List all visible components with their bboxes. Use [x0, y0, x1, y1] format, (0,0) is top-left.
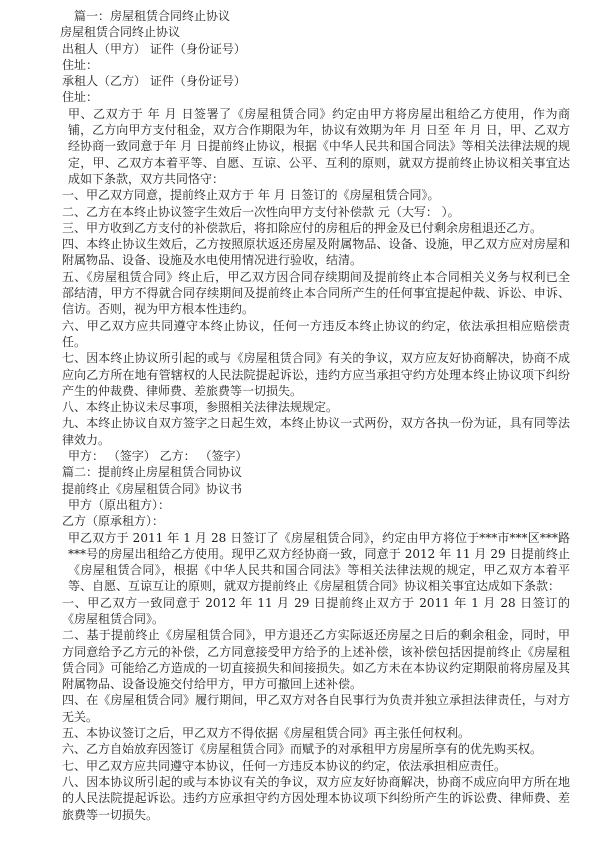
doc1-lessor: 出租人（甲方） 证件（身份证号） — [62, 41, 246, 56]
doc2-clause: 四、在《房屋租赁合同》履行期间，甲乙双方对各自民事行为负责并独立承担法律责任，与对方无关。 — [62, 693, 570, 724]
doc1-lessee: 承租人（乙方） 证件（身份证号） — [62, 74, 246, 89]
doc2-clause: 八、因本协议所引起的或与本协议有关的争议，双方应友好协商解决，协商不成应向甲方所在地的人民法院提起诉讼。违约方应承担守约方因处理本协议项下纠纷所产生的诉讼费、律师费、差旅费等一切损失。 — [62, 774, 570, 822]
doc2-clause: 二、基于提前终止《房屋租赁合同》，甲方退还乙方实际返还房屋之日后的剩余租金，同时，甲方同意给予乙方元的补偿，乙方同意接受甲方给予的上述补偿，该补偿包括因提前终止《房屋租赁合同》可能给乙方造成的一切直接损失和间接损失。如乙方未在本协议约定期限前将房屋及其附属物品、设备设施交付给甲方，甲方可撤回上述补偿。 — [62, 628, 570, 692]
doc2-party-a: 甲方（原出租方）： — [68, 497, 171, 512]
doc1-clause: 五、《房屋租赁合同》终止后，甲乙双方因合同存续期间及提前终止本合同相关义务与权利已全部结清，甲方不得就合同存续期间及提前终止本合同所产生的任何事宜提起仲裁、诉讼、申诉、信访。否则，视为甲方根本性违约。 — [62, 269, 570, 317]
doc2-title: 提前终止《房屋租赁合同》协议书 — [62, 481, 243, 496]
doc1-heading: 篇一：房屋租赁合同终止协议 — [74, 9, 231, 23]
doc2-party-b: 乙方（原承租方）： — [62, 514, 165, 529]
doc2-clause: 五、本协议签订之后，甲乙双方不得依据《房屋租赁合同》再主张任何权利。 — [62, 726, 471, 741]
doc2-clause: 一、甲乙双方一致同意于 2012 年 11 月 29 日提前终止双方于 2011 年 1 月 28 日签订的《房屋租赁合同》。 — [62, 595, 570, 626]
doc1-address-lessor: 住址： — [62, 57, 99, 72]
doc2-clause: 七、甲乙双方应共同遵守本协议，任何一方违反本协议的约定，依法承担相应责任。 — [62, 758, 507, 773]
doc1-signature-line: 甲方： （签字） 乙方： （签字） — [68, 449, 248, 464]
doc1-address-lessee: 住址： — [62, 90, 99, 105]
doc2-heading: 篇二：提前终止房屋租赁合同协议 — [62, 465, 243, 480]
doc1-intro: 甲、乙双方于 年 月 日签署了《房屋租赁合同》约定由甲方将房屋出租给乙方使用，作为商铺，乙方向甲方支付租金，双方合作期限为年，协议有效期为年 月 日至 年 月 日，甲、乙双方经协商一致同意于年 月 日提前终止协议，根据《中华人民共和国合同法》等相关法律法规的规定，甲、乙双方本着平等、自愿、互谅、公平、互利的原则，就双方提前终止协议相关事宜达成如下条款，双方共同恪守： — [68, 106, 570, 186]
doc1-clause: 二、乙方在本终止协议签字生效后一次性向甲方支付补偿款 元（大写： ）。 — [62, 204, 460, 219]
doc1-clause: 八、本终止协议未尽事项，参照相关法律法规规定。 — [62, 400, 339, 415]
doc1-clause: 四、本终止协议生效后，乙方按照原状返还房屋及附属物品、设备、设施，甲乙双方应对房屋和附属物品、设备、设施及水电使用情况进行验收，结清。 — [62, 237, 570, 268]
doc1-clause: 九、本终止协议自双方签字之日起生效，本终止协议一式两份，双方各执一份为证，具有同等法律效力。 — [62, 416, 570, 447]
doc1-title: 房屋租赁合同终止协议 — [60, 25, 181, 40]
doc2-intro: 甲乙双方于 2011 年 1 月 28 日签订了《房屋租赁合同》，约定由甲方将位于***市***区***路***号的房屋出租给乙方使用。现甲乙双方经协商一致，同意于 2012 年 11 月 29 日提前终止《房屋租赁合同》，根据《中华人民共和国合同法》等相关法律法规的规定，甲乙双方本着平等、自愿、互谅互让的原则，就双方提前终止《房屋租赁合同》协议相关事宜达成如下条款： — [68, 530, 570, 594]
doc1-clause: 七、因本终止协议所引起的或与《房屋租赁合同》有关的争议，双方应友好协商解决，协商不成应向乙方所在地有管辖权的人民法院提起诉讼，违约方应当承担守约方处理本终止协议项下纠纷产生的仲裁费、律师费、差旅费等一切损失。 — [62, 351, 570, 398]
doc1-clause: 三、甲方收到乙方支付的补偿款后，将扣除应付的房租后的押金及已付剩余房租退还乙方。 — [62, 220, 543, 235]
doc2-clause: 六、乙方自始放弃因签订《房屋租赁合同》而赋予的对承租甲方房屋所享有的优先购买权。 — [62, 742, 543, 757]
doc1-clause: 一、甲乙双方同意，提前终止双方于 年 月 日签订的《房屋租赁合同》。 — [62, 188, 440, 203]
doc1-clause: 六、甲乙双方应共同遵守本终止协议，任何一方违反本终止协议的约定，依法承担相应赔偿责任。 — [62, 318, 570, 349]
